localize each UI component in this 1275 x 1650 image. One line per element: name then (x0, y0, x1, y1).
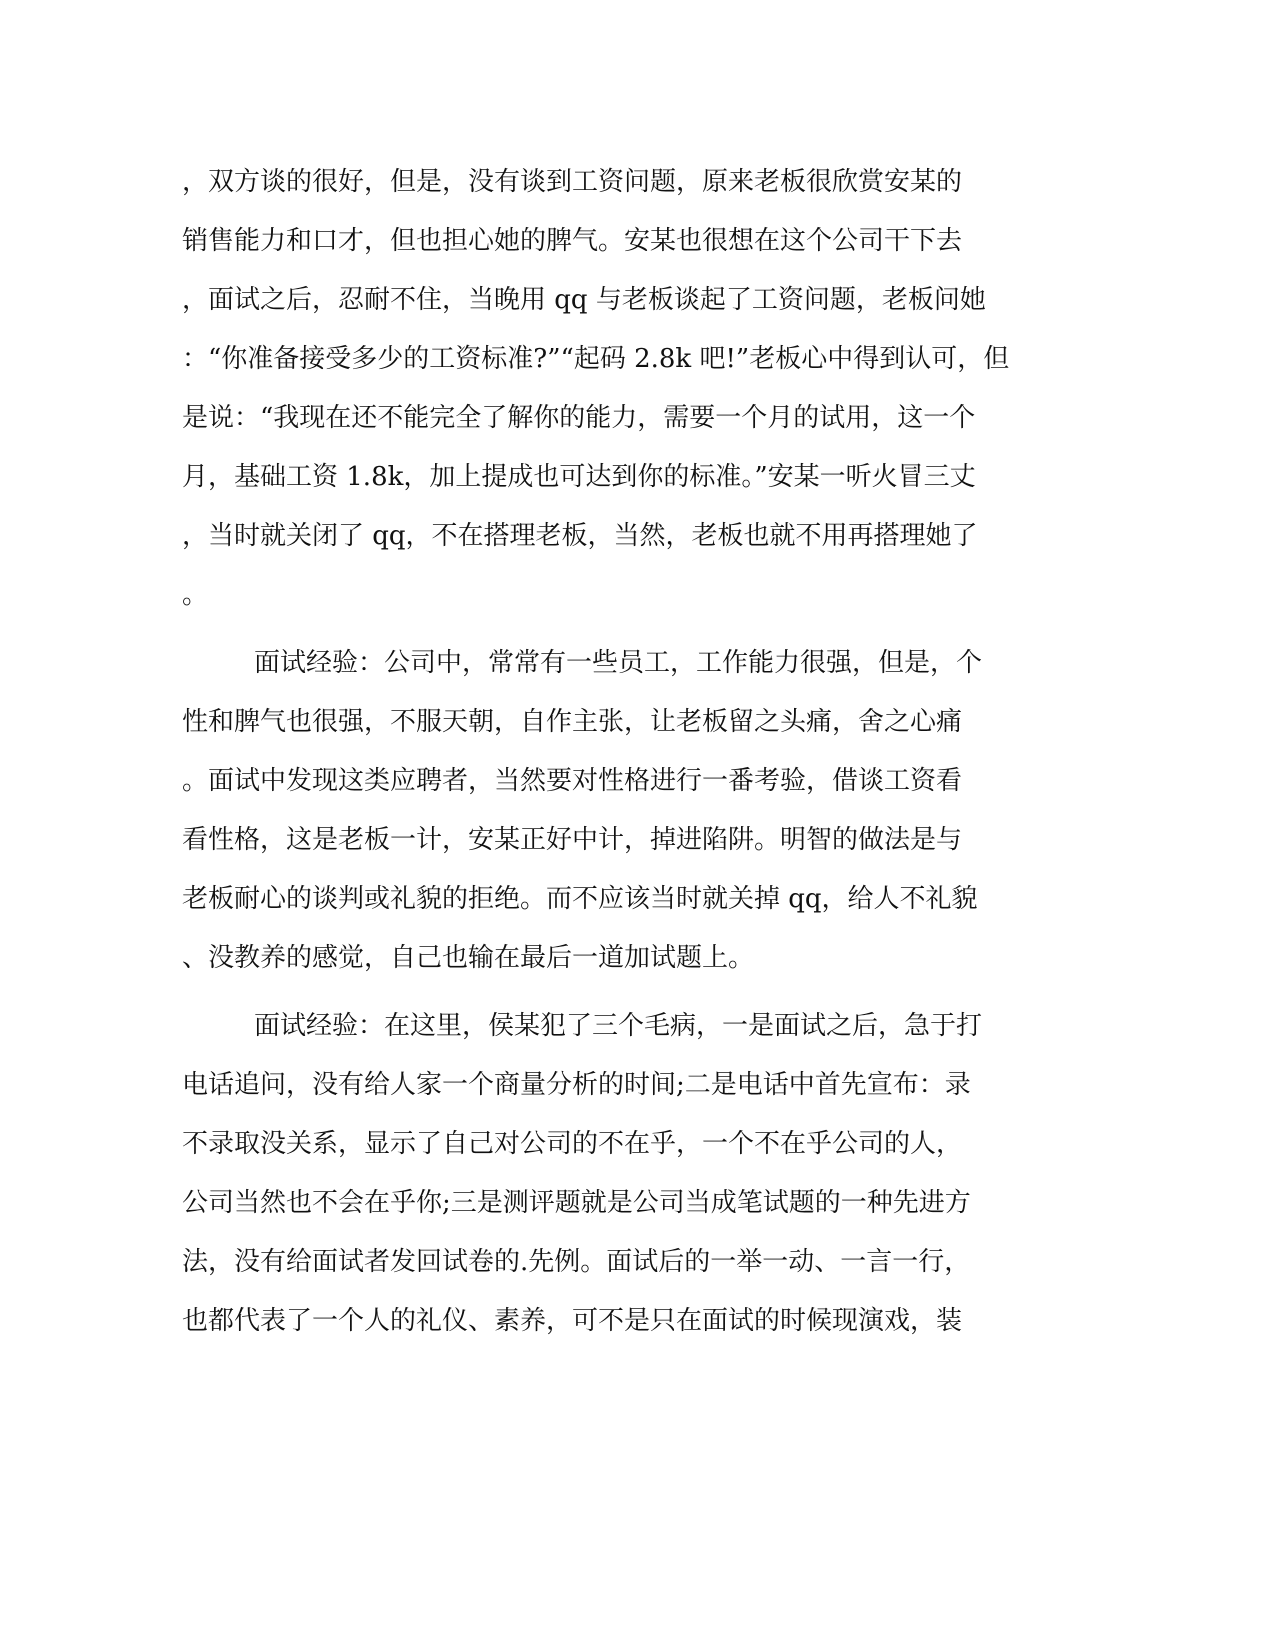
text-line: 法，没有给面试者发回试卷的.先例。面试后的一举一动、一言一行， (182, 1247, 971, 1277)
text-line: 销售能力和口才，但也担心她的脾气。安某也很想在这个公司干下去 (182, 226, 963, 256)
text-line: 是说：“我现在还不能完全了解你的能力，需要一个月的试用，这一个 (182, 403, 976, 433)
text-line: 。 (182, 580, 209, 610)
text-line: 。面试中发现这类应聘者，当然要对性格进行一番考验，借谈工资看 (182, 766, 963, 796)
paragraph-3 (182, 997, 1042, 1351)
text-line: 看性格，这是老板一计，安某正好中计，掉进陷阱。明智的做法是与 (182, 825, 963, 855)
text-line: 面试经验：在这里，侯某犯了三个毛病，一是面试之后，急于打 (254, 1011, 983, 1041)
text-line: ：“你准备接受多少的工资标准?”“起码 2.8k 吧!”老板心中得到认可，但 (182, 344, 1010, 374)
text-line: ，面试之后，忍耐不住，当晚用 qq 与老板谈起了工资问题，老板问她 (182, 285, 986, 315)
text-line: 也都代表了一个人的礼仪、素养，可不是只在面试的时候现演戏，装 (182, 1306, 963, 1336)
text-line: 、没教养的感觉，自己也输在最后一道加试题上。 (182, 943, 755, 973)
text-line: 性和脾气也很强，不服天朝，自作主张，让老板留之头痛，舍之心痛 (182, 707, 963, 737)
text-line: 电话追问，没有给人家一个商量分析的时间;二是电话中首先宣布：录 (182, 1070, 971, 1100)
paragraph-2 (182, 634, 1042, 988)
text-line: ，双方谈的很好，但是，没有谈到工资问题，原来老板很欣赏安某的 (182, 167, 963, 197)
text-line: 不录取没关系，显示了自己对公司的不在乎，一个不在乎公司的人， (182, 1129, 963, 1159)
text-line: ，当时就关闭了 qq，不在搭理老板，当然，老板也就不用再搭理她了 (182, 521, 978, 551)
paragraph-1 (182, 153, 1042, 625)
text-line: 面试经验：公司中，常常有一些员工，工作能力很强，但是，个 (254, 648, 983, 678)
text-line: 老板耐心的谈判或礼貌的拒绝。而不应该当时就关掉 qq，给人不礼貌 (182, 884, 978, 914)
text-line: 公司当然也不会在乎你;三是测评题就是公司当成笔试题的一种先进方 (182, 1188, 971, 1218)
text-line: 月，基础工资 1.8k，加上提成也可达到你的标准。”安某一听火冒三丈 (182, 462, 976, 492)
document-body (182, 153, 1042, 1351)
